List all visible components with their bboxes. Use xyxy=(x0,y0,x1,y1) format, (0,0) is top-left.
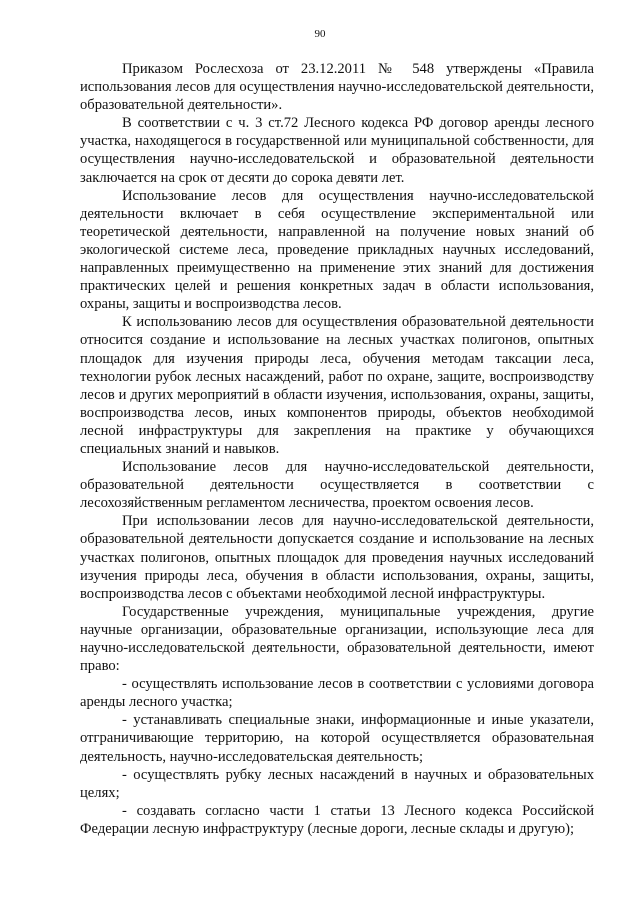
list-item: - создавать согласно части 1 статьи 13 Лесного кодекса Российской Федерации лесную инфраструктуру (лесные дороги, лесные склады и другую); xyxy=(80,802,594,837)
body-text xyxy=(80,60,594,838)
paragraph-rosleskhoz-order: Приказом Рослесхоза от 23.12.2011 № 548 утверждены «Правила использования лесов для осуществления научно-исследовательской деятельности, образовательной деятельности». xyxy=(80,61,594,114)
paragraph-regulation: Использование лесов для научно-исследовательской деятельности, образовательной деятельности осуществляется в соответствии с лесохозяйственным регламентом лесничества, проектом освоения лесов. xyxy=(80,459,594,512)
paragraph-research-activity: Использование лесов для осуществления научно-исследовательской деятельности включает в себя осуществление экспериментальной или теоретической деятельности, направленной на получение новых знаний об экологической системе леса, проведение прикладных научных исследований, направленных преимущественно на применение этих знаний для достижения практических целей и решения конкретных задач в области использования, охраны, защиты и воспроизводства лесов. xyxy=(80,187,594,313)
paragraph-lease-term: В соответствии с ч. 3 ст.72 Лесного кодекса РФ договор аренды лесного участка, находящегося в государственной или муниципальной собственности, для осуществления научно-исследовательской и образовательной деятельности заключается на срок от десяти до сорока девяти лет. xyxy=(80,115,594,186)
list-item: - осуществлять использование лесов в соответствии с условиями договора аренды лесного участка; xyxy=(80,676,594,711)
page-number: 90 xyxy=(314,28,326,40)
list-item: - осуществлять рубку лесных насаждений в научных и образовательных целях; xyxy=(80,766,594,801)
paragraph-infrastructure: При использовании лесов для научно-исследовательской деятельности, образовательной деятельности допускается создание и использование на лесных участках полигонов, опытных площадок для проведения научных исследований изучения природы леса, обучения в области использования, охраны, защиты, воспроизводства лесов с объектами необходимой лесной инфраструктуры. xyxy=(80,513,594,602)
paragraph-rights-intro: Государственные учреждения, муниципальные учреждения, другие научные организации, образовательные организации, использующие леса для научно-исследовательской деятельности, образовательной деятельности, имеют право: xyxy=(80,603,594,675)
list-item: - устанавливать специальные знаки, информационные и иные указатели, отграничивающие территорию, на которой осуществляется образовательная деятельность, научно-исследовательская деятельность; xyxy=(80,712,594,765)
paragraph-educational-activity: К использованию лесов для осуществления образовательной деятельности относится создание и использование на лесных участках полигонов, опытных площадок для изучения природы леса, обучения методам таксации леса, технологии рубок лесных насаждений, работ по охране, защите, воспроизводству лесов и других мероприятий в области изучения, использования, охраны, защиты, воспроизводства лесов, иных компонентов природы, объектов необходимой лесной инфраструктуры для закрепления на практике у обучающихся специальных знаний и навыков. xyxy=(80,314,594,457)
